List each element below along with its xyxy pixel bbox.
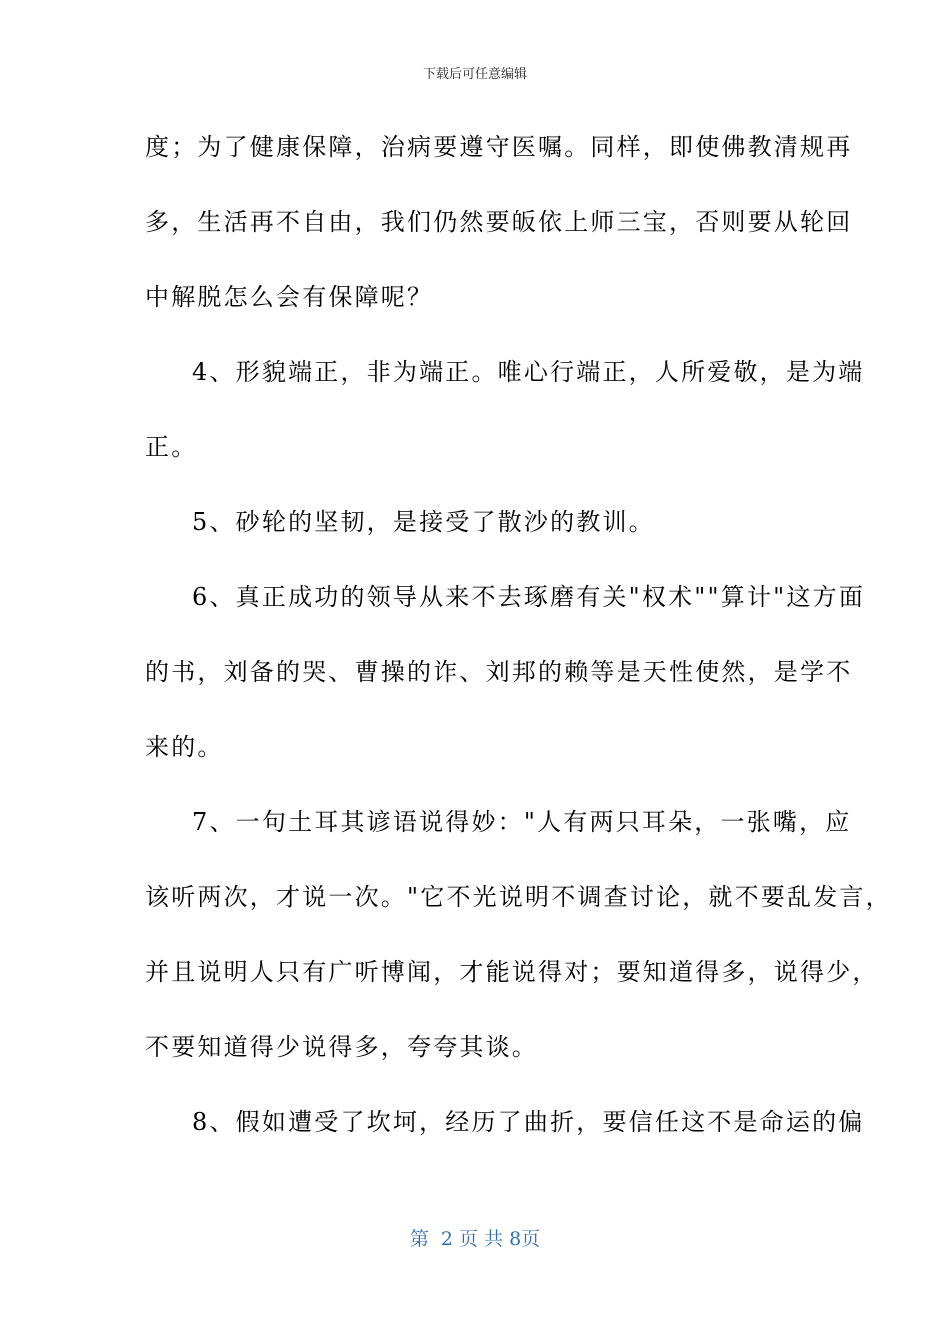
paragraph-5-line-1: 5、砂轮的坚韧，是接受了散沙的教训。 xyxy=(192,508,655,536)
paragraph-6-line-2: 的书，刘备的哭、曹操的诈、刘邦的赖等是天性使然，是学不 xyxy=(145,658,853,686)
paragraph-7-line-4: 不要知道得少说得多，夸夸其谈。 xyxy=(145,1033,538,1061)
paragraph-4-line-2: 正。 xyxy=(145,433,198,461)
text-line: 度；为了健康保障，治病要遵守医嘱。同样，即使佛教清规再 xyxy=(145,133,853,161)
paragraph-7-line-3: 并且说明人只有广听博闻，才能说得对；要知道得多，说得少， xyxy=(145,958,879,986)
page-header-note: 下载后可任意编辑 xyxy=(422,67,527,82)
text-line: 多，生活再不自由，我们仍然要皈依上师三宝，否则要从轮回 xyxy=(145,208,853,236)
document-body xyxy=(145,110,892,1160)
paragraph-6-line-3: 来的。 xyxy=(145,733,224,761)
paragraph-4-line-1: 4、形貌端正，非为端正。唯心行端正，人所爱敬，是为端 xyxy=(192,358,865,386)
paragraph-7-line-2: 该听两次，才说一次。"它不光说明不调查讨论，就不要乱发言， xyxy=(145,883,892,911)
paragraph-8-line-1: 8、假如遭受了坎坷，经历了曲折，要信任这不是命运的偏 xyxy=(192,1108,865,1136)
page-number-footer: 第 2 页 共 8页 xyxy=(409,1228,541,1250)
text-line: 中解脱怎么会有保障呢？ xyxy=(145,283,434,311)
paragraph-7-line-1: 7、一句土耳其谚语说得妙："人有两只耳朵，一张嘴，应 xyxy=(192,808,852,836)
paragraph-6-line-1: 6、真正成功的领导从来不去琢磨有关"权术""算计"这方面 xyxy=(192,583,866,611)
